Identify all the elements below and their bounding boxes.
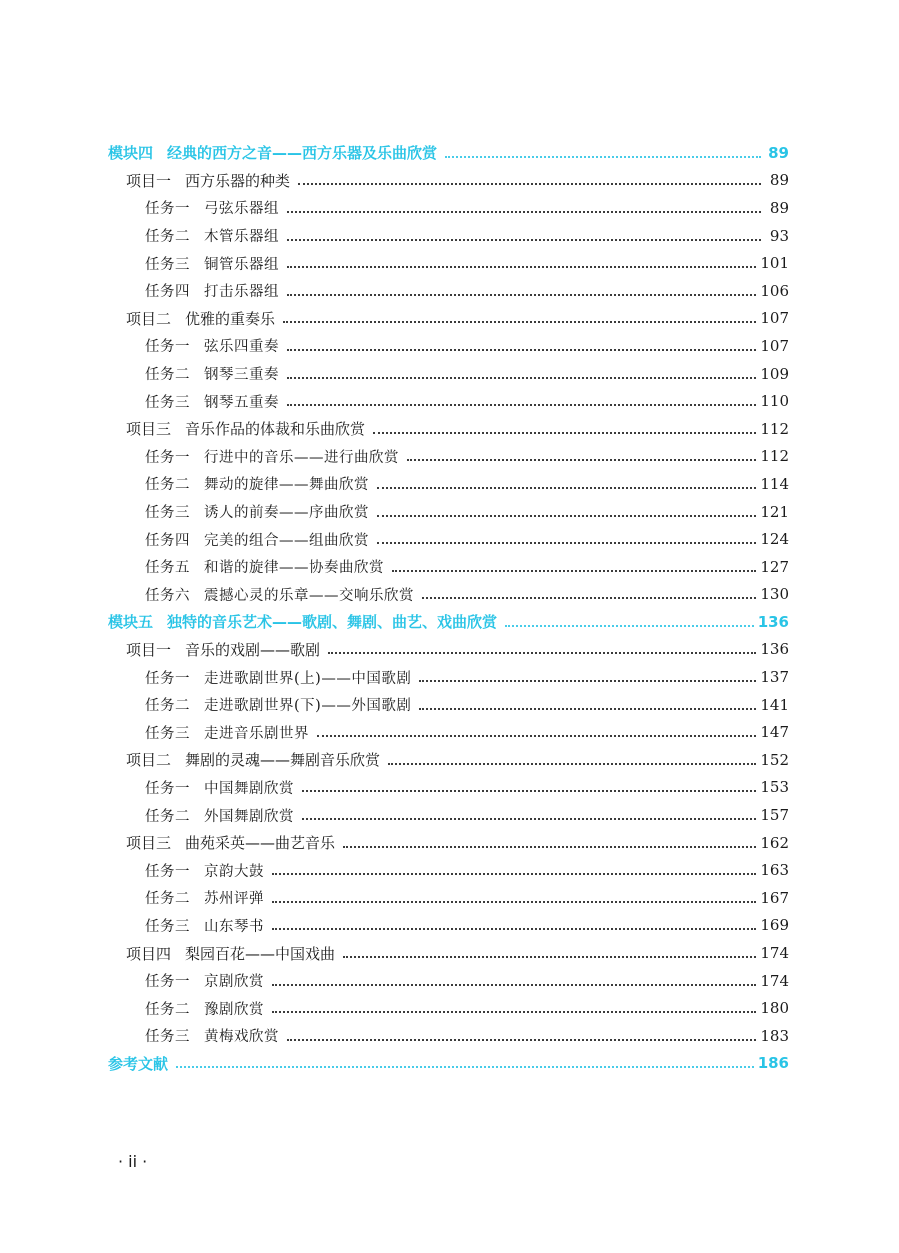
toc-entry-text: 弓弦乐器组 xyxy=(204,201,279,218)
page-number-footer: · ii · xyxy=(118,1152,148,1171)
toc-entry-title xyxy=(145,253,283,274)
toc-entry-label: 任务二 xyxy=(145,698,190,715)
toc-entry-title xyxy=(126,418,369,439)
toc-entry-label: 任务一 xyxy=(145,339,190,356)
toc-entry-title xyxy=(145,860,268,881)
toc-entry-label: 任务二 xyxy=(145,477,190,494)
toc-entry-label: 任务二 xyxy=(145,891,190,908)
toc-entry-project[interactable] xyxy=(0,415,899,443)
toc-entry-label: 任务一 xyxy=(145,974,190,991)
dot-leader xyxy=(287,404,756,406)
toc-entry-label: 项目一 xyxy=(126,171,172,190)
toc-entry-title xyxy=(145,805,298,826)
table-of-contents xyxy=(0,139,899,1077)
toc-entry-page: 186 xyxy=(757,1054,789,1073)
toc-entry-title xyxy=(126,170,294,191)
toc-entry-page: 152 xyxy=(760,750,789,769)
toc-entry-task[interactable] xyxy=(0,222,899,250)
toc-entry-task[interactable] xyxy=(0,498,899,526)
toc-entry-text: 舞动的旋律——舞曲欣赏 xyxy=(204,477,369,494)
toc-entry-task[interactable] xyxy=(0,774,899,802)
dot-leader xyxy=(422,597,756,599)
dot-leader xyxy=(272,901,756,903)
toc-entry-task[interactable] xyxy=(0,443,899,471)
toc-entry-title xyxy=(126,749,384,770)
dot-leader xyxy=(419,708,756,710)
dot-leader xyxy=(343,956,756,958)
toc-entry-text: 走进歌剧世界(下)——外国歌剧 xyxy=(204,698,412,715)
toc-entry-label: 任务五 xyxy=(145,560,190,577)
toc-entry-title xyxy=(145,197,283,218)
toc-entry-project[interactable] xyxy=(0,305,899,333)
toc-entry-title xyxy=(108,1053,172,1074)
dot-leader xyxy=(407,459,756,461)
toc-entry-label: 项目一 xyxy=(126,640,172,659)
dot-leader xyxy=(287,239,761,241)
toc-entry-label: 任务三 xyxy=(145,725,190,742)
toc-entry-text: 经典的西方之音——西方乐器及乐曲欣赏 xyxy=(167,144,438,163)
toc-entry-task[interactable] xyxy=(0,194,899,222)
toc-entry-task[interactable] xyxy=(0,967,899,995)
toc-entry-page: 180 xyxy=(760,999,789,1018)
toc-entry-text: 山东琴书 xyxy=(204,918,264,935)
toc-entry-page: 112 xyxy=(760,419,789,438)
toc-entry-title xyxy=(145,1025,283,1046)
toc-entry-label: 项目二 xyxy=(126,309,172,328)
toc-entry-title xyxy=(145,887,268,908)
toc-entry-task[interactable] xyxy=(0,1022,899,1050)
toc-entry-label: 任务三 xyxy=(145,394,190,411)
toc-entry-title xyxy=(145,998,268,1019)
toc-entry-text: 黄梅戏欣赏 xyxy=(204,1029,279,1046)
toc-entry-title xyxy=(108,611,501,632)
dot-leader xyxy=(419,680,756,682)
toc-entry-label: 项目四 xyxy=(126,944,172,963)
toc-entry-text: 苏州评弹 xyxy=(204,891,264,908)
toc-entry-page: 136 xyxy=(757,612,789,631)
toc-entry-text: 弦乐四重奏 xyxy=(204,339,279,356)
toc-entry-label: 项目三 xyxy=(126,834,172,853)
toc-entry-page: 136 xyxy=(760,640,789,659)
toc-entry-project[interactable] xyxy=(0,939,899,967)
toc-entry-title xyxy=(145,363,283,384)
dot-leader xyxy=(317,735,756,737)
toc-entry-text: 铜管乐器组 xyxy=(204,256,279,273)
toc-entry-task[interactable] xyxy=(0,856,899,884)
dot-leader xyxy=(377,542,756,544)
toc-entry-label: 模块四 xyxy=(108,144,154,163)
toc-entry-label: 项目三 xyxy=(126,420,172,439)
toc-entry-project[interactable] xyxy=(0,636,899,664)
toc-entry-page: 89 xyxy=(769,198,789,217)
toc-entry-text: 外国舞剧欣赏 xyxy=(204,808,294,825)
toc-entry-task[interactable] xyxy=(0,691,899,719)
toc-entry-task[interactable] xyxy=(0,912,899,940)
dot-leader xyxy=(302,790,756,792)
toc-entry-text: 钢琴五重奏 xyxy=(204,394,279,411)
toc-entry-text: 钢琴三重奏 xyxy=(204,367,279,384)
dot-leader xyxy=(272,984,756,986)
toc-entry-title xyxy=(145,970,268,991)
toc-entry-page: 124 xyxy=(760,530,789,549)
toc-entry-page: 109 xyxy=(760,364,789,383)
toc-entry-text: 诱人的前奏——序曲欣赏 xyxy=(204,505,369,522)
dot-leader xyxy=(287,294,756,296)
toc-entry-text: 舞剧的灵魂——舞剧音乐欣赏 xyxy=(185,751,381,770)
toc-entry-page: 162 xyxy=(760,833,789,852)
dot-leader xyxy=(283,321,756,323)
toc-entry-title xyxy=(145,667,415,688)
toc-entry-label: 项目二 xyxy=(126,751,172,770)
toc-entry-text: 音乐作品的体裁和乐曲欣赏 xyxy=(185,420,366,439)
dot-leader xyxy=(287,211,761,213)
toc-entry-page: 89 xyxy=(768,143,789,162)
dot-leader xyxy=(272,928,756,930)
toc-entry-label: 任务二 xyxy=(145,1001,190,1018)
toc-entry-text: 走进音乐剧世界 xyxy=(204,725,309,742)
toc-entry-task[interactable] xyxy=(0,470,899,498)
dot-leader xyxy=(302,818,756,820)
toc-entry-label: 任务二 xyxy=(145,367,190,384)
toc-entry-title xyxy=(126,832,339,853)
toc-entry-text: 梨园百花——中国戏曲 xyxy=(185,944,336,963)
toc-entry-title xyxy=(145,915,268,936)
dot-leader xyxy=(373,432,756,434)
toc-entry-page: 163 xyxy=(760,861,789,880)
toc-entry-label: 任务一 xyxy=(145,201,190,218)
toc-entry-page: 107 xyxy=(760,309,789,328)
toc-entry-text: 京韵大鼓 xyxy=(204,863,264,880)
toc-entry-page: 106 xyxy=(760,281,789,300)
toc-entry-page: 183 xyxy=(760,1026,789,1045)
toc-entry-text: 独特的音乐艺术——歌剧、舞剧、曲艺、戏曲欣赏 xyxy=(167,613,498,632)
toc-entry-text: 京剧欣赏 xyxy=(204,974,264,991)
toc-entry-task[interactable] xyxy=(0,884,899,912)
toc-entry-page: 101 xyxy=(760,254,789,273)
toc-entry-text: 豫剧欣赏 xyxy=(204,1001,264,1018)
toc-entry-title xyxy=(145,446,403,467)
toc-entry-label: 任务四 xyxy=(145,532,190,549)
toc-entry-title xyxy=(145,556,388,577)
toc-entry-label: 任务三 xyxy=(145,505,190,522)
dot-leader xyxy=(287,1039,756,1041)
dot-leader xyxy=(377,487,756,489)
toc-entry-title xyxy=(126,308,279,329)
toc-entry-page: 137 xyxy=(760,668,789,687)
toc-entry-label: 任务一 xyxy=(145,449,190,466)
toc-entry-label: 任务三 xyxy=(145,1029,190,1046)
toc-entry-task[interactable] xyxy=(0,553,899,581)
toc-entry-title xyxy=(145,694,415,715)
toc-entry-task[interactable] xyxy=(0,387,899,415)
toc-entry-page: 169 xyxy=(760,916,789,935)
toc-entry-page: 114 xyxy=(760,474,789,493)
toc-entry-title xyxy=(145,584,418,605)
dot-leader xyxy=(377,515,756,517)
toc-entry-text: 参考文献 xyxy=(108,1054,169,1073)
toc-entry-label: 任务二 xyxy=(145,808,190,825)
toc-entry-project[interactable] xyxy=(0,746,899,774)
toc-entry-title xyxy=(145,335,283,356)
toc-entry-task[interactable] xyxy=(0,360,899,388)
dot-leader xyxy=(298,183,761,185)
toc-entry-task[interactable] xyxy=(0,332,899,360)
toc-entry-task[interactable] xyxy=(0,801,899,829)
toc-entry-label: 任务三 xyxy=(145,256,190,273)
toc-entry-title xyxy=(126,943,339,964)
toc-entry-task[interactable] xyxy=(0,994,899,1022)
toc-entry-text: 中国舞剧欣赏 xyxy=(204,780,294,797)
dot-leader xyxy=(445,156,761,158)
toc-entry-title xyxy=(145,529,373,550)
toc-entry-task[interactable] xyxy=(0,277,899,305)
toc-entry-text: 优雅的重奏乐 xyxy=(185,309,276,328)
toc-entry-page: 174 xyxy=(760,971,789,990)
toc-entry-text: 行进中的音乐——进行曲欣赏 xyxy=(204,449,399,466)
toc-entry-module[interactable] xyxy=(0,1050,899,1078)
toc-entry-title xyxy=(145,501,373,522)
toc-entry-label: 任务一 xyxy=(145,670,190,687)
toc-entry-page: 127 xyxy=(760,557,789,576)
toc-entry-text: 音乐的戏剧——歌剧 xyxy=(185,640,321,659)
dot-leader xyxy=(287,266,756,268)
toc-entry-title xyxy=(145,391,283,412)
dot-leader xyxy=(287,377,756,379)
toc-entry-title xyxy=(108,142,441,163)
toc-entry-text: 走进歌剧世界(上)——中国歌剧 xyxy=(204,670,412,687)
toc-entry-page: 157 xyxy=(760,806,789,825)
dot-leader xyxy=(287,349,756,351)
toc-entry-label: 任务一 xyxy=(145,863,190,880)
toc-entry-text: 震撼心灵的乐章——交响乐欣赏 xyxy=(204,587,414,604)
toc-entry-task[interactable] xyxy=(0,581,899,609)
toc-entry-title xyxy=(145,225,283,246)
toc-entry-page: 130 xyxy=(760,585,789,604)
toc-entry-page: 147 xyxy=(760,723,789,742)
dot-leader xyxy=(272,1011,756,1013)
toc-entry-label: 任务三 xyxy=(145,918,190,935)
toc-entry-text: 曲苑采英——曲艺音乐 xyxy=(185,834,336,853)
toc-entry-text: 打击乐器组 xyxy=(204,284,279,301)
toc-entry-label: 任务四 xyxy=(145,284,190,301)
toc-entry-page: 93 xyxy=(769,226,789,245)
toc-entry-label: 模块五 xyxy=(108,613,154,632)
toc-entry-title xyxy=(145,722,313,743)
toc-entry-page: 153 xyxy=(760,778,789,797)
toc-entry-page: 167 xyxy=(760,888,789,907)
toc-entry-text: 和谐的旋律——协奏曲欣赏 xyxy=(204,560,384,577)
dot-leader xyxy=(272,873,756,875)
toc-entry-title xyxy=(145,280,283,301)
dot-leader xyxy=(328,652,756,654)
toc-entry-page: 112 xyxy=(760,447,789,466)
toc-entry-title xyxy=(145,473,373,494)
toc-entry-project[interactable] xyxy=(0,167,899,195)
toc-entry-page: 141 xyxy=(760,695,789,714)
toc-entry-title xyxy=(145,777,298,798)
toc-entry-project[interactable] xyxy=(0,829,899,857)
toc-entry-page: 110 xyxy=(760,392,789,411)
toc-entry-page: 121 xyxy=(760,502,789,521)
toc-entry-text: 西方乐器的种类 xyxy=(185,171,291,190)
toc-entry-page: 89 xyxy=(769,171,789,190)
dot-leader xyxy=(343,846,756,848)
toc-entry-page: 107 xyxy=(760,336,789,355)
dot-leader xyxy=(505,625,754,627)
toc-entry-task[interactable] xyxy=(0,525,899,553)
dot-leader xyxy=(176,1066,754,1068)
toc-entry-label: 任务一 xyxy=(145,780,190,797)
toc-entry-page: 174 xyxy=(760,944,789,963)
toc-entry-text: 木管乐器组 xyxy=(204,229,279,246)
toc-entry-task[interactable] xyxy=(0,249,899,277)
toc-entry-title xyxy=(126,639,324,660)
toc-entry-task[interactable] xyxy=(0,718,899,746)
toc-entry-text: 完美的组合——组曲欣赏 xyxy=(204,532,369,549)
toc-entry-label: 任务二 xyxy=(145,229,190,246)
toc-entry-module[interactable] xyxy=(0,139,899,167)
dot-leader xyxy=(388,763,756,765)
toc-entry-label: 任务六 xyxy=(145,587,190,604)
toc-entry-task[interactable] xyxy=(0,663,899,691)
dot-leader xyxy=(392,570,756,572)
toc-entry-module[interactable] xyxy=(0,608,899,636)
